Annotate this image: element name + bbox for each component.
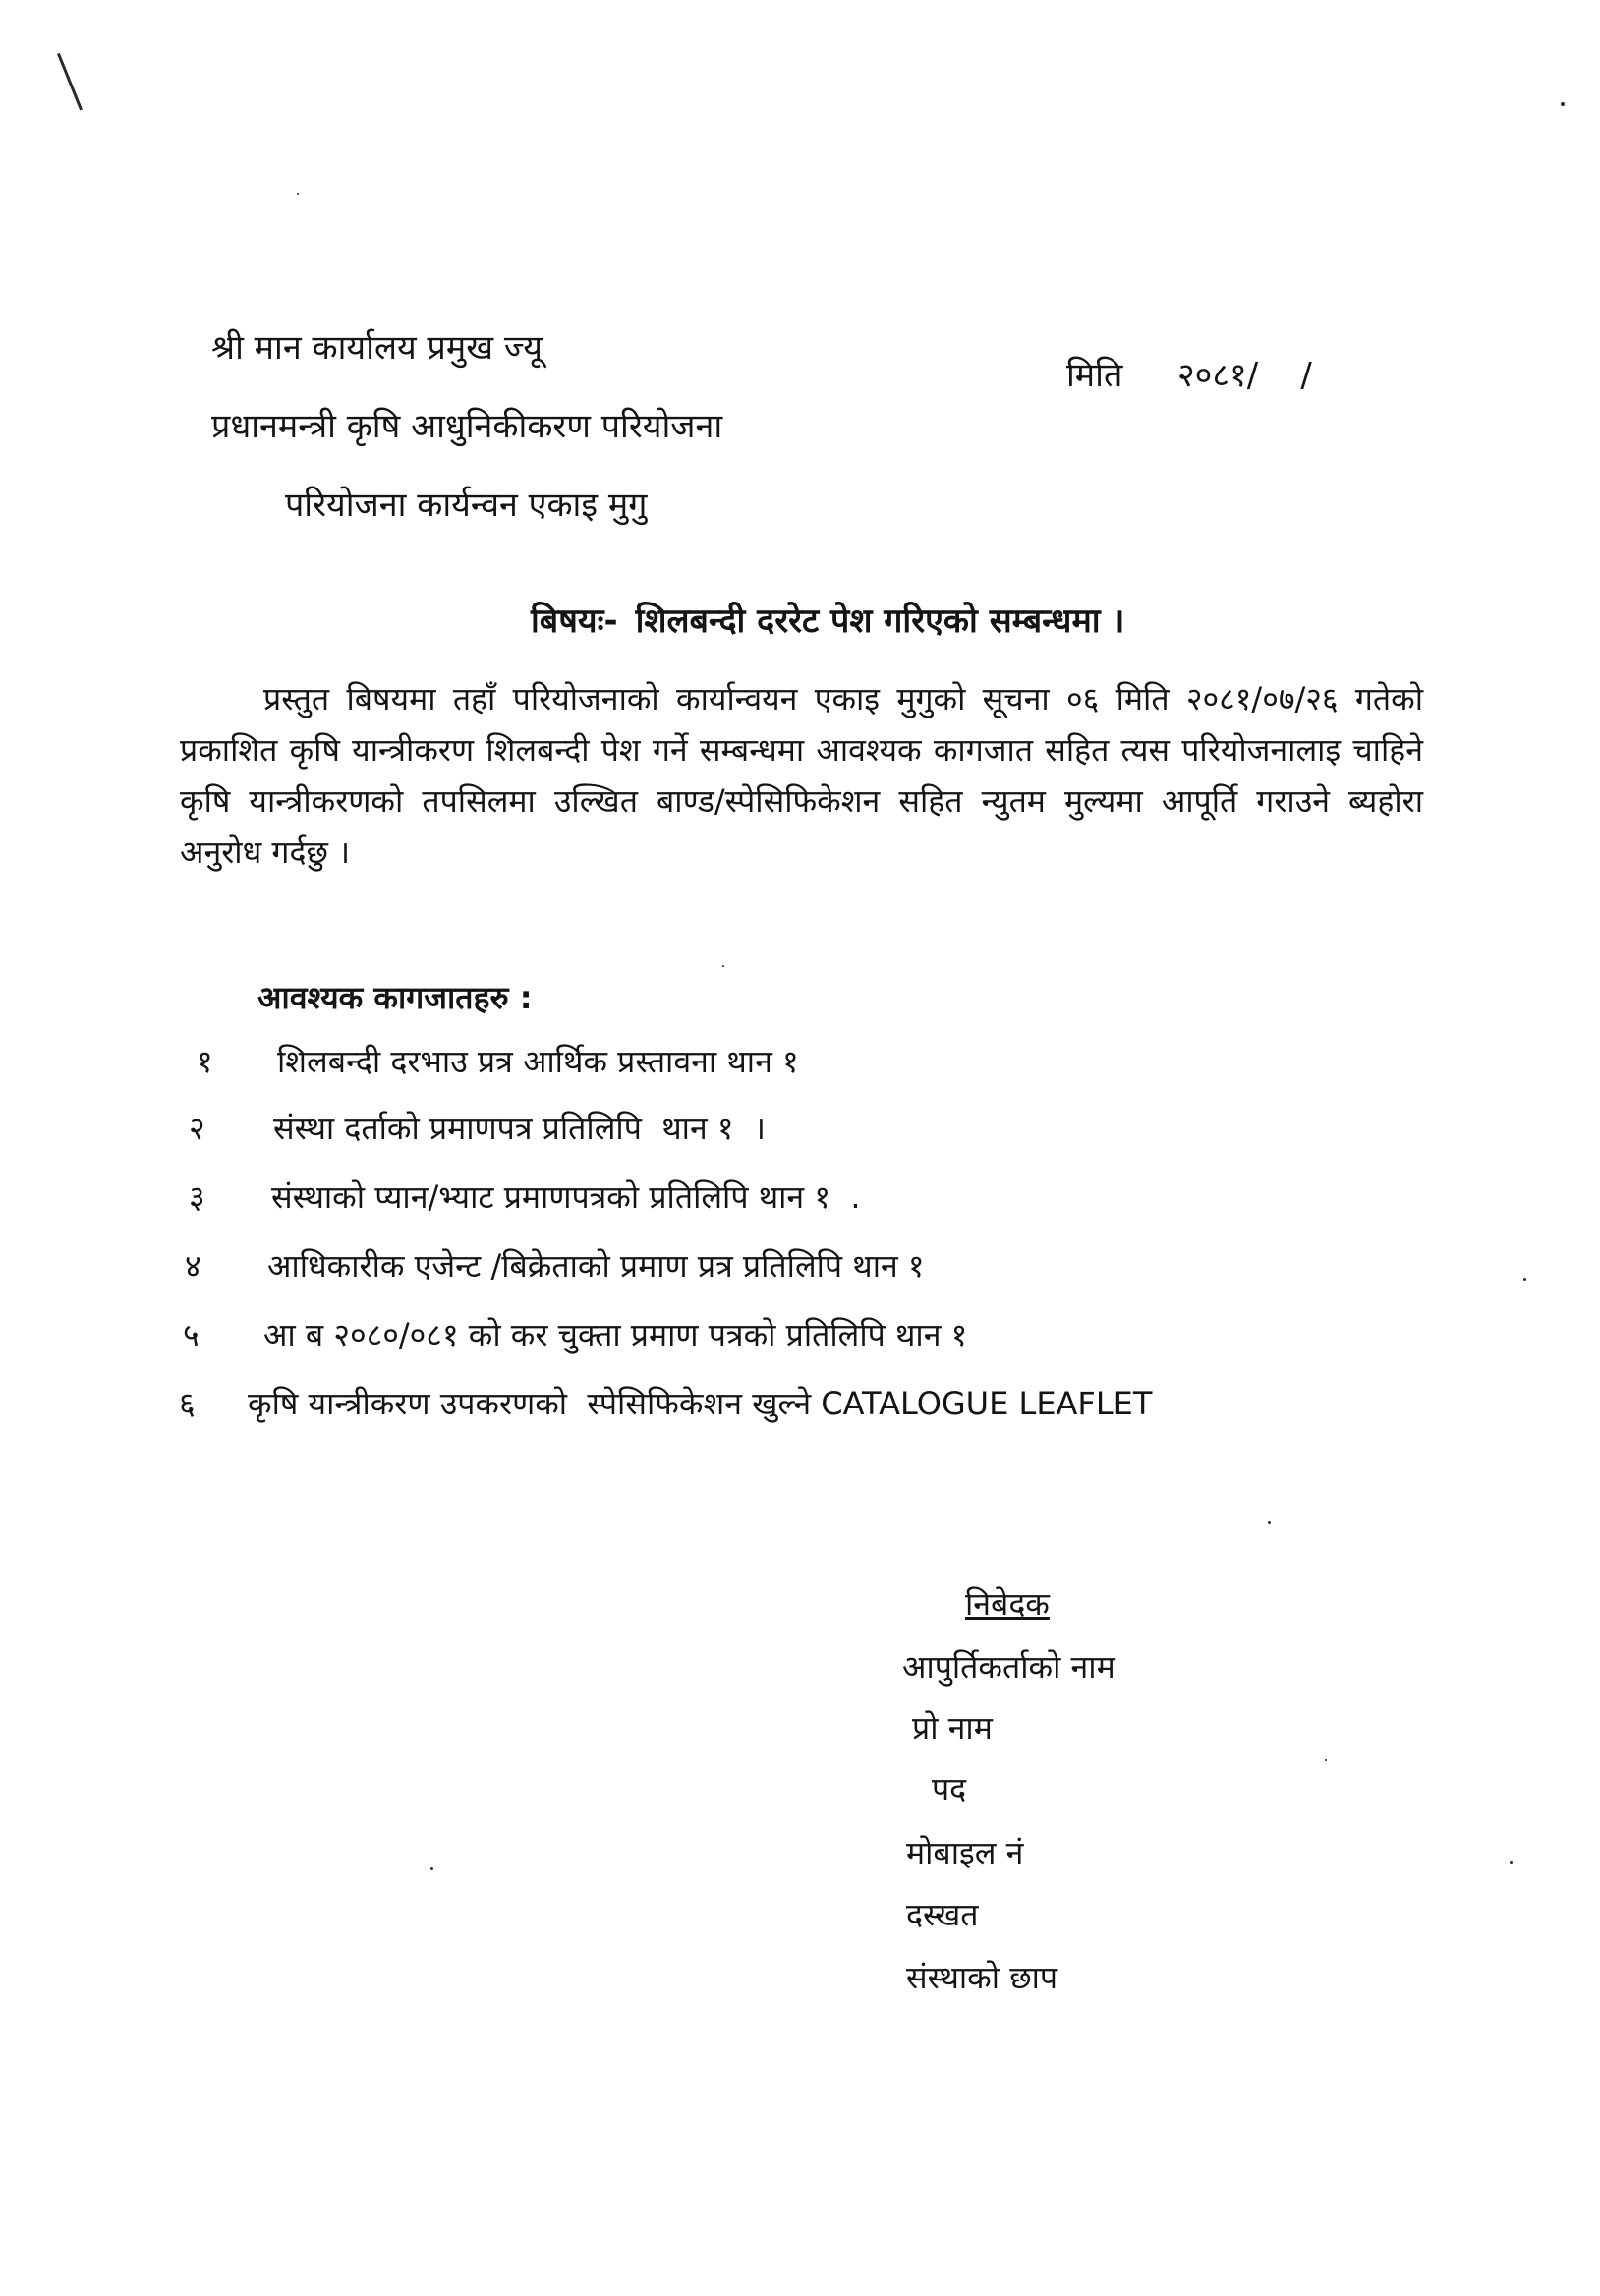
document-number: १ — [197, 1043, 213, 1080]
scan-speck — [430, 1867, 433, 1870]
document-number: ६ — [179, 1385, 196, 1422]
supplier-name-label: आपुर्तिकर्ताको नाम — [902, 1648, 1115, 1686]
scan-speck — [1523, 1278, 1526, 1281]
body-paragraph: प्रस्तुत बिषयमा तहाँ परियोजनाको कार्यान्वयन एकाइ मुगुको सूचना ०६ मिति २०८१/०७/२६ गतेको प्रकाशित कृषि यान्त्रीकरण शिलबन्दी पेश गर्ने सम्बन्धमा आवश्यक कागजात सहित त्यस परियोजनालाइ चाहिने कृषि यान्त्रीकरणको तपसिलमा उल्खित बाण्ड/स्पेसिफिकेशन सहित न्युतम मुल्यमा आपूर्ति गराउने ब्यहोरा अनुरोध गर्दछु । — [180, 680, 1423, 871]
signature-heading: निबेदक — [965, 1585, 1050, 1623]
subject-label: बिषयः- — [531, 602, 618, 641]
addressee-line-2: प्रधानमन्त्री कृषि आधुनिकीकरण परियोजना — [211, 407, 723, 446]
proprietor-name-label: प्रो नाम — [912, 1709, 993, 1747]
document-text: संस्था दर्ताको प्रमाणपत्र प्रतिलिपि थान १ । — [273, 1110, 766, 1147]
scan-mark-top-left — [57, 53, 83, 111]
signature-label: दस्खत — [906, 1896, 979, 1933]
date-value: २०८१/ / — [1177, 356, 1312, 395]
scan-speck — [1510, 1861, 1513, 1864]
scan-speck — [1268, 1521, 1271, 1524]
subject-text: शिलबन्दी दररेट पेश गरिएको सम्बन्धमा । — [635, 602, 1125, 641]
document-number: ३ — [189, 1178, 205, 1216]
documents-heading: आवश्यक कागजातहरु : — [257, 979, 533, 1016]
scan-speck — [1325, 1759, 1327, 1761]
addressee-line-1: श्री मान कार्यालय प्रमुख ज्यू — [211, 328, 543, 368]
document-text: संस्थाको प्यान/भ्याट प्रमाणपत्रको प्रतिलिपि थान १ . — [271, 1178, 861, 1216]
scan-speck — [722, 965, 724, 967]
document-text: कृषि यान्त्रीकरण उपकरणको स्पेसिफिकेशन खुल्ने CATALOGUE LEAFLET — [248, 1385, 1153, 1422]
document-text: शिलबन्दी दरभाउ प्रत्र आर्थिक प्रस्तावना थान १ — [277, 1043, 799, 1080]
document-number: ५ — [183, 1316, 200, 1353]
subject-line — [531, 602, 1142, 641]
document-number: २ — [189, 1110, 205, 1147]
date-label: मिति — [1066, 356, 1123, 395]
document-text: आधिकारीक एजेन्ट /बिक्रेताको प्रमाण प्रत्र प्रतिलिपि थान १ — [267, 1247, 925, 1285]
scan-speck — [1561, 102, 1565, 106]
organization-stamp-label: संस्थाको छाप — [906, 1959, 1058, 1996]
document-number: ४ — [185, 1247, 201, 1285]
designation-label: पद — [932, 1770, 967, 1808]
mobile-label: मोबाइल नं — [906, 1834, 1024, 1871]
scan-speck — [297, 193, 299, 195]
addressee-line-3: परियोजना कार्यन्वन एकाइ मुगु — [285, 486, 648, 525]
document-text: आ ब २०८०/०८१ को कर चुक्ता प्रमाण पत्रको प्रतिलिपि थान १ — [263, 1316, 968, 1353]
